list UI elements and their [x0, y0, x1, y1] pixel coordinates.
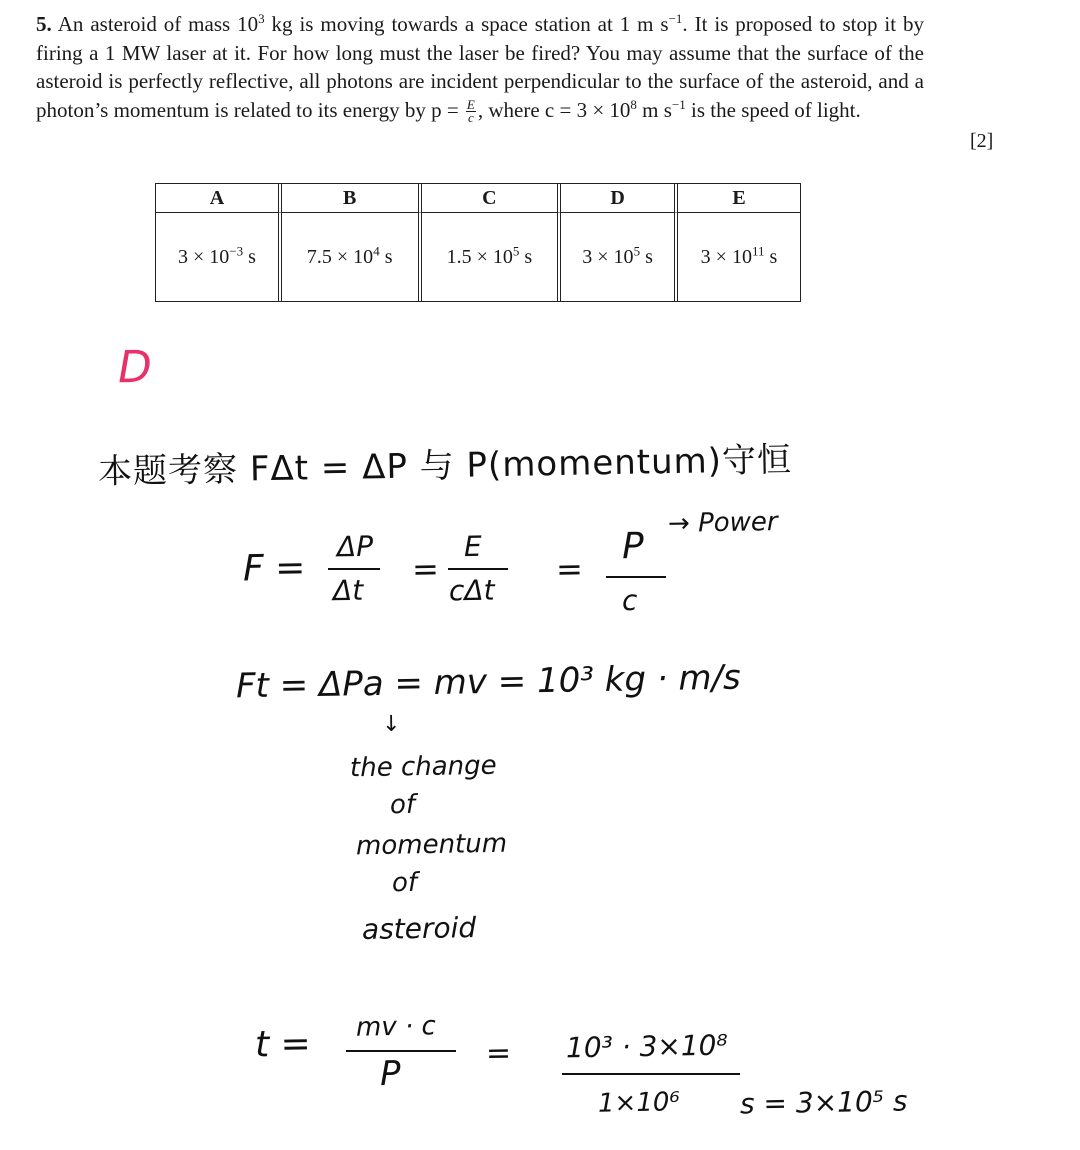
numerator-calculation: 10³ · 3×10⁸ [565, 1028, 728, 1065]
note-line-2: of [389, 789, 416, 821]
equals-sign: = [411, 549, 440, 589]
question-text: 5. An asteroid of mass $10^3$ kg is moving towards a space station at 1 m $s^{-1}$. It is proposed to stop it by firing a 1 MW laser at it. For how long must the laser be fired? You may assume that the surface of the asteroid is perfectly reflective, all photons are incident perpendicular to the surface of the asteroid, and a photon’s momentum is related to its energy by p = $\frac{E}{c}$ , where $c = 3 \times 10^8$ m $s^{-1}$ is the speed of light. [36, 11, 924, 126]
note-line-3: momentum [355, 828, 508, 862]
note-line-1: the change [349, 750, 497, 784]
question-number: 5. [36, 12, 52, 36]
options-value-row [156, 213, 800, 301]
option-value-b: $7.5 \times 10^4$ s [278, 213, 418, 301]
denominator-calculation: 1×10⁶ [597, 1087, 681, 1119]
fraction-bar [328, 568, 380, 570]
option-header-b: B [278, 184, 418, 213]
option-header-a: A [156, 184, 278, 213]
equals-sign: = [485, 1035, 512, 1072]
option-value-c: $1.5 \times 10^5$ s [418, 213, 558, 301]
option-value-a: $3 \times 10^{-3}$ s [177, 242, 256, 268]
option-value-e: $3 \times 10^{11}$ s [674, 213, 800, 301]
mvc-numerator: mv · c [355, 1011, 437, 1043]
speed-c: c [621, 583, 638, 618]
note-line-4: of [391, 867, 418, 899]
fraction-bar [606, 576, 666, 578]
fraction-bar [448, 568, 508, 570]
arrow-down-icon: ↓ [381, 711, 401, 738]
power-p: P [621, 525, 645, 568]
c-delta-t: cΔt [448, 573, 495, 608]
force-equation-lhs: F = [242, 547, 306, 590]
fraction-e-over-c: $\frac{E}{c}$ [466, 97, 475, 126]
equals-sign: = [555, 549, 584, 589]
options-header-row [156, 184, 800, 213]
final-result: s = 3×10⁵ s [739, 1084, 908, 1121]
p-denominator: P [379, 1053, 401, 1095]
fraction-bar [562, 1073, 740, 1075]
delta-t: Δt [332, 573, 364, 608]
options-table [155, 183, 801, 302]
time-equation-lhs: t = [254, 1023, 312, 1066]
fraction-bar [346, 1050, 456, 1052]
option-value-d: $3 \times 10^5$ s [557, 213, 674, 301]
note-line-5: asteroid [361, 911, 477, 946]
option-header-e: E [674, 184, 800, 213]
power-annotation: → Power [667, 507, 778, 539]
delta-p: ΔP [336, 529, 374, 564]
option-header-c: C [418, 184, 558, 213]
impulse-equation: Ft = ΔPa = mv = 10³ kg · m/s [235, 657, 742, 707]
marks-label: [2] [970, 130, 994, 152]
handwritten-answer: D [117, 341, 153, 394]
topic-line: 本题考察 FΔt = ΔP 与 P(momentum)守恒 [97, 439, 793, 493]
energy-e: E [463, 529, 482, 564]
option-header-d: D [557, 184, 674, 213]
